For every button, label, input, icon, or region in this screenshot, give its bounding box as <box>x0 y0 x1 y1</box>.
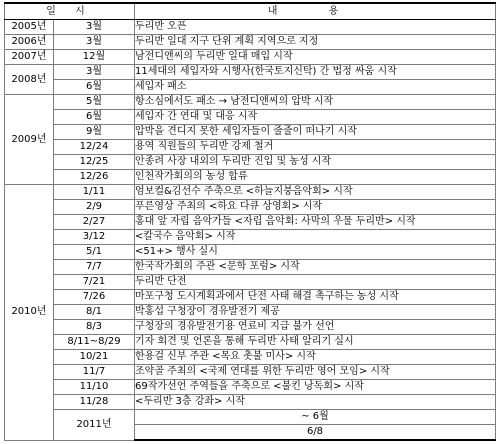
date-cell: 7/26 <box>54 290 135 305</box>
date-cell: 11/28 <box>54 395 135 410</box>
date-cell: 8/1 <box>54 305 135 320</box>
table-row <box>5 410 496 425</box>
year-cell: 2008년 <box>5 65 54 95</box>
table-row <box>5 395 496 410</box>
table-row <box>5 320 496 335</box>
event-cell: 기자 회견 및 언론을 통해 두리반 사태 알리기 실시 <box>135 335 496 350</box>
event-cell: 엄보컬&김선수 주축으로 <하늘지붕음악회> 시작 <box>135 185 496 200</box>
date-cell: 9월 <box>54 125 135 140</box>
table-row <box>5 140 496 155</box>
date-cell: 11/7 <box>54 365 135 380</box>
year-cell: 2005년 <box>5 20 54 35</box>
event-cell: 세입자 패소 <box>135 80 496 95</box>
event-cell: 69작가선언 주역들을 주축으로 <불킨 낭독회> 시작 <box>135 380 496 395</box>
table-body <box>5 20 496 441</box>
table-row <box>5 125 496 140</box>
event-cell: 구청장의 경유발전기용 연료비 지급 불가 선언 <box>135 320 496 335</box>
date-cell: 6월 <box>54 110 135 125</box>
event-cell: 박홍섭 구청장이 경유발전기 제공 <box>135 305 496 320</box>
table-row <box>5 245 496 260</box>
event-cell: 푸른영상 주최의 <하요 다큐 상영회> 시작 <box>135 200 496 215</box>
table-row <box>5 230 496 245</box>
date-cell: 3월 <box>54 20 135 35</box>
date-cell: 2/9 <box>54 200 135 215</box>
date-cell: 3월 <box>54 35 135 50</box>
event-cell: 안종려 사장 내외의 두리반 진입 및 농성 시작 <box>135 155 496 170</box>
table-row <box>5 380 496 395</box>
date-cell: 8/3 <box>54 320 135 335</box>
table-header-row <box>5 3 496 20</box>
table-row <box>5 290 496 305</box>
table-row <box>5 35 496 50</box>
date-cell: 2/27 <box>54 215 135 230</box>
date-cell: 10/21 <box>54 350 135 365</box>
date-cell: 7/21 <box>54 275 135 290</box>
table-row <box>5 110 496 125</box>
table-row <box>5 260 496 275</box>
table-row <box>5 170 496 185</box>
table-row <box>5 50 496 65</box>
date-cell: 11/10 <box>54 380 135 395</box>
event-cell: 조약골 주최의 <국제 연대를 위한 두리반 영어 모임> 시작 <box>135 365 496 380</box>
event-cell: 항소심에서도 패소 → 남전디앤씨의 압박 시작 <box>135 95 496 110</box>
table-row <box>5 350 496 365</box>
date-cell: 3월 <box>54 65 135 80</box>
event-cell: 한국작가회의 주관 <문학 포럼> 시작 <box>135 260 496 275</box>
year-cell: 2011년 <box>54 410 135 441</box>
table-row <box>5 215 496 230</box>
date-cell: 1/11 <box>54 185 135 200</box>
table-row <box>5 20 496 35</box>
date-cell: 12/25 <box>54 155 135 170</box>
event-cell: <두리반 3층 강좌> 시작 <box>135 395 496 410</box>
date-cell: 5월 <box>54 95 135 110</box>
table-row <box>5 155 496 170</box>
table-row <box>5 305 496 320</box>
event-cell: 마포구청 도시계획과에서 단전 사태 해결 촉구하는 농성 시작 <box>135 290 496 305</box>
table-row <box>5 365 496 380</box>
table-row <box>5 185 496 200</box>
date-cell: 12월 <box>54 50 135 65</box>
event-cell: 남전디앤씨의 두리반 일대 매입 시작 <box>135 50 496 65</box>
year-cell: 2006년 <box>5 35 54 50</box>
year-cell: 2007년 <box>5 50 54 65</box>
date-cell: 3/12 <box>54 230 135 245</box>
date-cell: 12/26 <box>54 170 135 185</box>
event-cell: 압박을 견디지 못한 세입자들이 줄줄이 떠나기 시작 <box>135 125 496 140</box>
date-cell: ~ 6월 <box>135 410 496 425</box>
event-cell: <칼국수 음악회> 시작 <box>135 230 496 245</box>
table-row <box>5 95 496 110</box>
event-cell: 용역 직원들의 두리반 강제 철거 <box>135 140 496 155</box>
history-timeline-table <box>4 2 496 441</box>
event-cell: 인천작가회의의 농성 합류 <box>135 170 496 185</box>
date-cell: 12/24 <box>54 140 135 155</box>
table-row <box>5 200 496 215</box>
date-cell: 5/1 <box>54 245 135 260</box>
table-row <box>5 80 496 95</box>
event-cell: 두리반 단전 <box>135 275 496 290</box>
year-cell: 2010년 <box>5 185 54 441</box>
table-row <box>5 65 496 80</box>
table-row <box>5 275 496 290</box>
year-cell: 2009년 <box>5 95 54 185</box>
event-cell: 홍대 앞 자립 음악가들 <자립 음악회: 사막의 우물 두리반> 시작 <box>135 215 496 230</box>
date-cell: 8/11~8/29 <box>54 335 135 350</box>
header-date: 일 시 <box>5 3 135 20</box>
header-content: 내 용 <box>135 3 496 20</box>
event-cell: <51+> 행사 실시 <box>135 245 496 260</box>
event-cell: 한용걸 신부 주관 <목요 촛불 미사> 시작 <box>135 350 496 365</box>
event-cell: 두리반 오픈 <box>135 20 496 35</box>
event-cell: 세입자 간 연대 및 대응 시작 <box>135 110 496 125</box>
date-cell: 7/7 <box>54 260 135 275</box>
date-cell: 6월 <box>54 80 135 95</box>
date-cell: 6/8 <box>135 425 496 441</box>
table-row <box>5 335 496 350</box>
event-cell: 11세대의 세입자와 시행사(한국토지신탁) 간 법정 싸움 시작 <box>135 65 496 80</box>
event-cell: 두리반 일대 지구 단위 계획 지역으로 지정 <box>135 35 496 50</box>
